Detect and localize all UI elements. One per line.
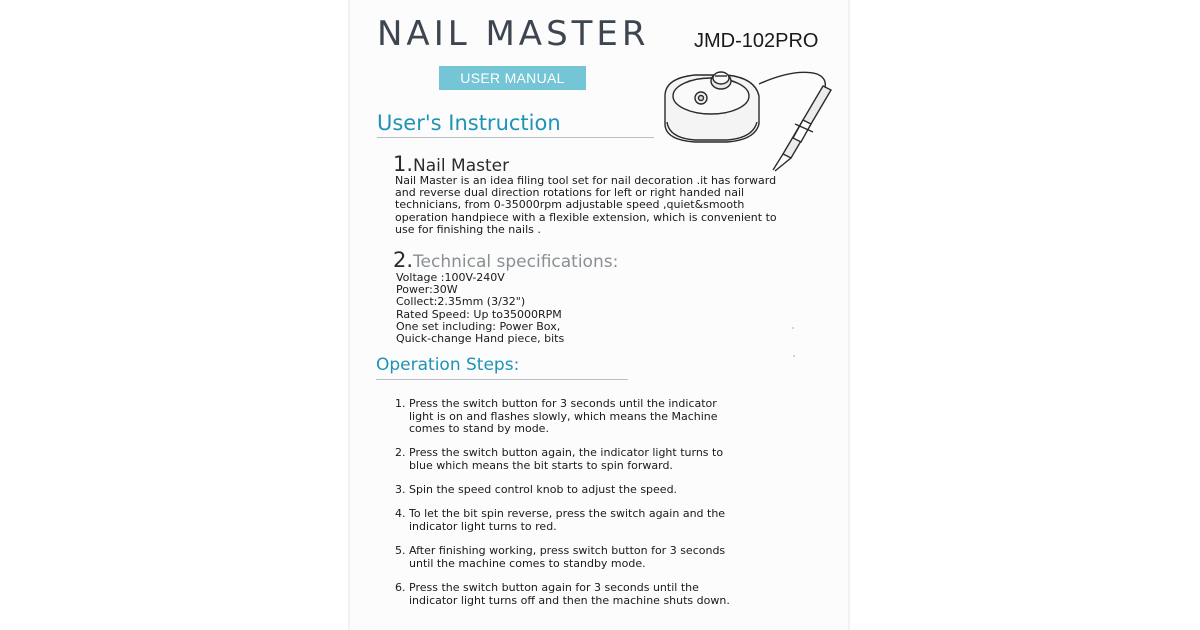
intro-line: operation handpiece with a flexible extension, which is convenient to (395, 210, 777, 224)
spec-line: Voltage :100V-240V (396, 271, 505, 284)
specs-number: 2. (393, 248, 414, 272)
spec-line: Rated Speed: Up to35000RPM (396, 307, 562, 321)
intro-paragraph (395, 175, 777, 236)
step-line: indicator light turns to red. (409, 519, 557, 533)
intro-line: Nail Master is an idea filing tool set for nail decoration .it has forward (395, 174, 777, 187)
step-line: Press the switch button again, the indicator light turns to (409, 446, 724, 459)
intro-heading (393, 152, 509, 176)
step-line: Press the switch button for 3 seconds until the indicator (409, 397, 717, 410)
step-number: 3. (395, 483, 406, 496)
step-number: 2. (395, 446, 406, 459)
section-title-rule (377, 137, 654, 138)
page-edge-right (848, 0, 850, 630)
print-speck (793, 355, 795, 357)
step-line: comes to stand by mode. (409, 422, 549, 436)
intro-line: technicians, from 0-35000rpm adjustable speed ,quiet&smooth (395, 198, 745, 212)
intro-title: Nail Master (413, 156, 510, 176)
step-line: Press the switch button again for 3 seconds until the (409, 581, 699, 594)
page-edge-left (348, 0, 350, 630)
step-5 (395, 545, 725, 570)
intro-line: and reverse dual direction rotations for left or right handed nail (395, 186, 745, 200)
step-line: Spin the speed control knob to adjust the speed. (409, 483, 678, 496)
spec-line: One set including: Power Box, (396, 319, 561, 333)
step-line: After finishing working, press switch button for 3 seconds (409, 544, 726, 557)
spec-line: Quick-change Hand piece, bits (396, 331, 565, 345)
step-number: 6. (395, 581, 406, 594)
specs-heading (393, 248, 618, 272)
step-line: light is on and flashes slowly, which means the Machine (409, 409, 718, 423)
step-3 (395, 484, 677, 497)
section-title: User's Instruction (377, 111, 561, 135)
step-6 (395, 582, 730, 607)
intro-line: use for finishing the nails . (395, 222, 541, 236)
brand-title: NAIL MASTER (377, 14, 650, 54)
step-line: indicator light turns off and then the machine shuts down. (409, 593, 730, 607)
step-2 (395, 447, 723, 472)
nail-drill-illustration (655, 62, 835, 172)
step-number: 4. (395, 507, 406, 520)
model-number: JMD-102PRO (694, 30, 819, 52)
step-4 (395, 508, 725, 533)
specs-title: Technical specifications: (413, 252, 619, 272)
step-number: 5. (395, 544, 406, 557)
operation-title-rule (376, 379, 628, 380)
step-number: 1. (395, 397, 406, 410)
print-speck (792, 327, 794, 329)
spec-line: Power:30W (396, 283, 458, 297)
step-line: blue which means the bit starts to spin forward. (409, 458, 673, 472)
step-line: until the machine comes to standby mode. (409, 556, 646, 570)
step-line: To let the bit spin reverse, press the switch again and the (409, 507, 726, 520)
step-1 (395, 398, 718, 436)
spec-line: Collect:2.35mm (3/32") (396, 295, 526, 309)
user-manual-badge: USER MANUAL (439, 66, 586, 90)
operation-steps-title: Operation Steps: (376, 355, 520, 375)
intro-number: 1. (393, 152, 414, 176)
specs-list (396, 272, 564, 345)
